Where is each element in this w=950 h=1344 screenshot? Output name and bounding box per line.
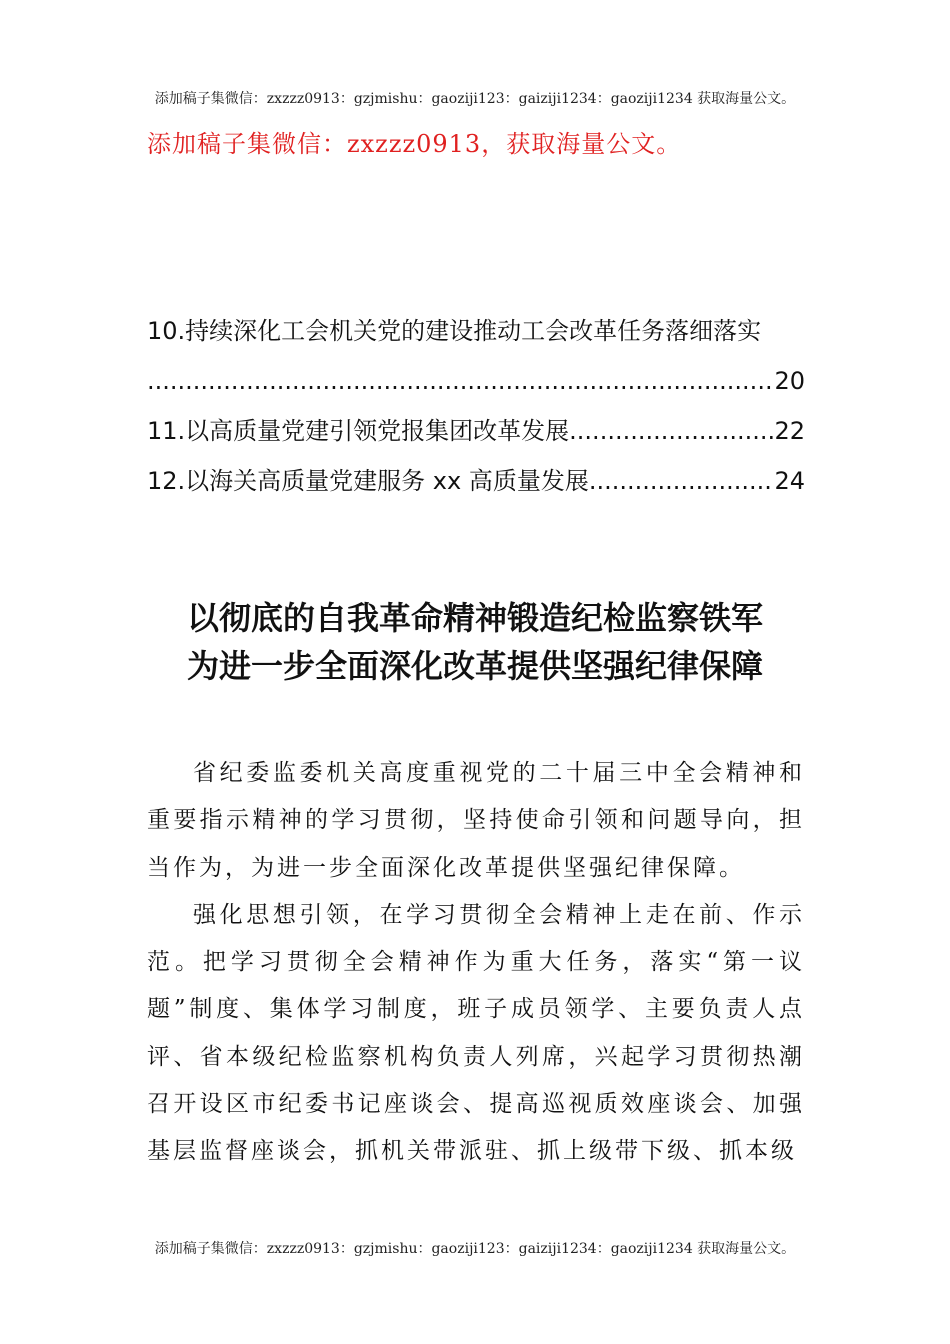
toc-item-title: 12.以海关高质量党建服务 xx 高质量发展 [147, 467, 589, 495]
toc-item-page: 22 [774, 417, 805, 445]
toc-leader-dots [589, 456, 775, 506]
article-body [147, 750, 805, 1176]
toc-item-page: 24 [774, 467, 805, 495]
toc-item-12 [147, 456, 805, 506]
header-watermark-note: 添加稿子集微信：zxzzz0913：gzjmishu：gaoziji123：gaiziji1234：gaoziji1234 获取海量公文。 [154, 91, 796, 107]
article-paragraph: 省纪委监委机关高度重视党的二十届三中全会精神和重要指示精神的学习贯彻，坚持使命引领和问题导向，担当作为，为进一步全面深化改革提供坚强纪律保障。 [147, 760, 805, 881]
toc-leader-dots [569, 406, 774, 456]
toc-item-10-continuation [147, 356, 805, 406]
toc-item-title: 11.以高质量党建引领党报集团改革发展 [147, 417, 570, 445]
table-of-contents [147, 306, 805, 506]
toc-item-11 [147, 406, 805, 456]
article-title-line-1: 以彻底的自我革命精神锻造纪检监察铁军 [186, 599, 763, 637]
red-promo-note: 添加稿子集微信：zxzzz0913，获取海量公文。 [147, 130, 682, 158]
toc-item-10 [147, 306, 805, 356]
article-title-line-2: 为进一步全面深化改革提供坚强纪律保障 [186, 647, 763, 685]
article-paragraph: 强化思想引领，在学习贯彻全会精神上走在前、作示范。把学习贯彻全会精神作为重大任务，落实“第一议题”制度、集体学习制度，班子成员领学、主要负责人点评、省本级纪检监察机构负责人列席，兴起学习贯彻热潮召开设区市纪委书记座谈会、提高巡视质效座谈会、加强基层监督座谈会，抓机关带派驻、抓上级带下级、抓本级 [147, 901, 805, 1165]
footer-watermark-note: 添加稿子集微信：zxzzz0913：gzjmishu：gaoziji123：gaiziji1234：gaoziji1234 获取海量公文。 [154, 1241, 796, 1257]
toc-item-page: 20 [774, 367, 805, 395]
toc-item-title: 10.持续深化工会机关党的建设推动工会改革任务落细落实 [147, 317, 762, 345]
article-title [0, 594, 950, 690]
toc-leader-dots [147, 356, 774, 406]
